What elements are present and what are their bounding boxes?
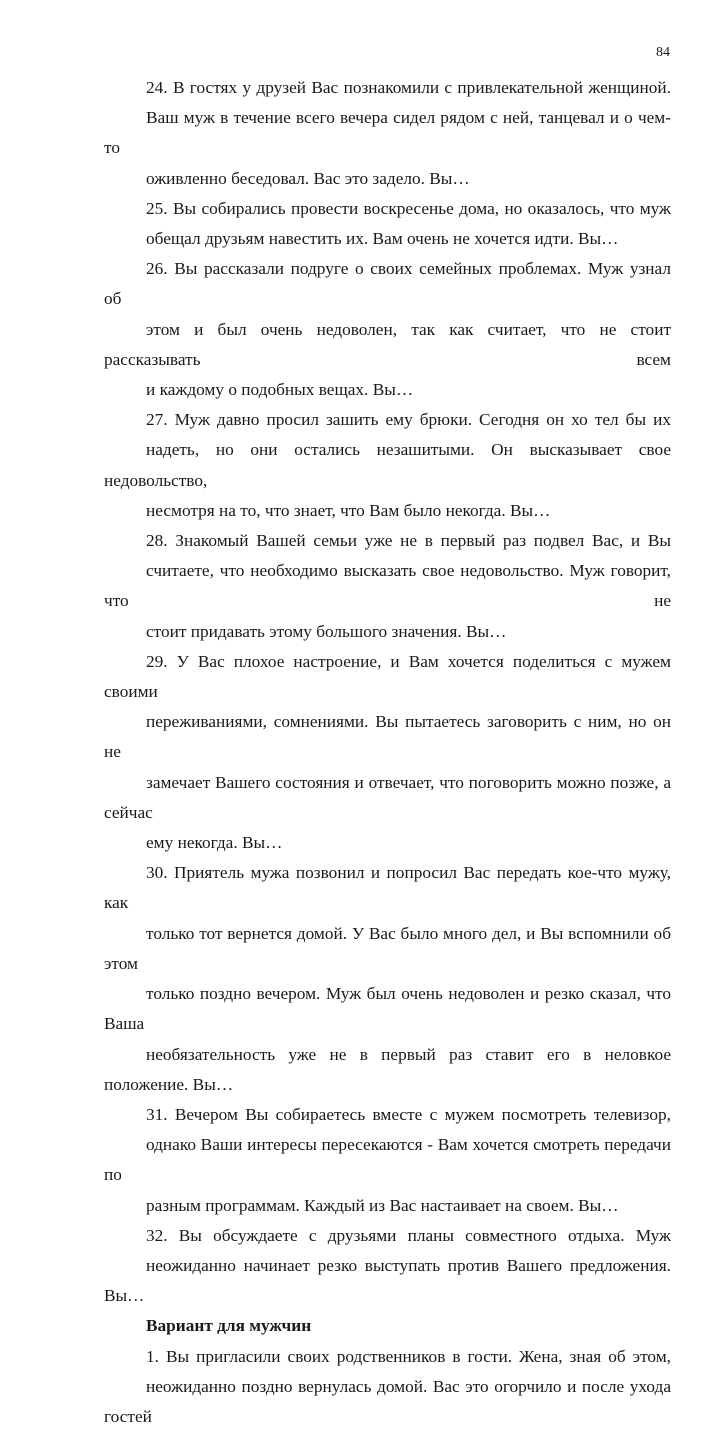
men-question-1 (104, 1342, 671, 1432)
text-line: неожиданно поздно вернулась домой. Вас это огорчило и после ухода гостей (104, 1376, 671, 1426)
text-line: надеть, но они остались незашитыми. Он высказывает свое недовольство, (104, 440, 671, 490)
text-line: переживаниями, сомнениями. Вы пытаетесь заговорить с ним, но он не (104, 712, 671, 762)
text-line: и каждому о подобных вещах. Вы… (146, 380, 414, 400)
text-line: ему некогда. Вы… (146, 833, 283, 853)
text-line: 28. Знакомый Вашей семьи уже не в первый раз подвел Вас, и Вы (146, 531, 671, 551)
text-line: 31. Вечером Вы собираетесь вместе с мужем посмотреть телевизор, (146, 1104, 671, 1124)
text-line: 25. Вы собирались провести воскресенье дома, но оказалось, что муж (146, 198, 671, 218)
text-line: Ваш муж в течение всего вечера сидел рядом с ней, танцевал и о чем-то (104, 108, 671, 158)
text-line: обещал друзьям навестить их. Вам очень не хочется идти. Вы… (146, 229, 619, 249)
text-line: этом и был очень недоволен, так как считает, что не стоит рассказывать всем (104, 319, 671, 369)
question-28 (104, 526, 671, 647)
question-24 (104, 73, 671, 194)
question-26 (104, 254, 671, 405)
question-29 (104, 647, 671, 858)
text-line: замечает Вашего состояния и отвечает, что поговорить можно позже, а сейчас (104, 772, 671, 822)
text-line: считаете, что необходимо высказать свое недовольство. Муж говорит, что не (104, 561, 671, 611)
text-line: только тот вернется домой. У Вас было много дел, и Вы вспомнили об этом (104, 923, 671, 973)
question-31 (104, 1100, 671, 1221)
text-line: необязательность уже не в первый раз ставит его в неловкое положение. Вы… (104, 1044, 671, 1094)
text-line: стоит придавать этому большого значения. Вы… (146, 621, 507, 641)
question-27 (104, 405, 671, 526)
page-number: 84 (656, 45, 670, 60)
text-line: только поздно вечером. Муж был очень недоволен и резко сказал, что Ваша (104, 984, 671, 1034)
question-30 (104, 858, 671, 1100)
text-line: разным программам. Каждый из Вас настаивает на своем. Вы… (146, 1195, 619, 1215)
section-heading: Вариант для мужчин (146, 1316, 312, 1336)
text-line: 1. Вы пригласили своих родственников в гости. Жена, зная об этом, (146, 1346, 671, 1366)
text-line: 27. Муж давно просил зашить ему брюки. Сегодня он хо тел бы их (146, 410, 671, 430)
text-line: несмотря на то, что знает, что Вам было некогда. Вы… (146, 500, 551, 520)
text-line: 24. В гостях у друзей Вас познакомили с привлекательной женщиной. (146, 78, 671, 97)
text-line: неожиданно начинает резко выступать против Вашего предложения. Вы… (104, 1255, 671, 1306)
text-line: 29. У Вас плохое настроение, и Вам хочется поделиться с мужем своими (104, 651, 671, 702)
page-content (104, 73, 671, 1432)
text-line: однако Ваши интересы пересекаются - Вам хочется смотреть передачи по (104, 1135, 671, 1185)
text-line: оживленно беседовал. Вас это задело. Вы… (146, 168, 470, 188)
text-line: 32. Вы обсуждаете с друзьями планы совместного отдыха. Муж (146, 1225, 671, 1245)
question-25 (104, 194, 671, 254)
text-line: 26. Вы рассказали подруге о своих семейных проблемах. Муж узнал об (104, 259, 671, 309)
question-32 (104, 1221, 671, 1312)
text-line: 30. Приятель мужа позвонил и попросил Вас передать кое-что мужу, как (104, 863, 671, 913)
